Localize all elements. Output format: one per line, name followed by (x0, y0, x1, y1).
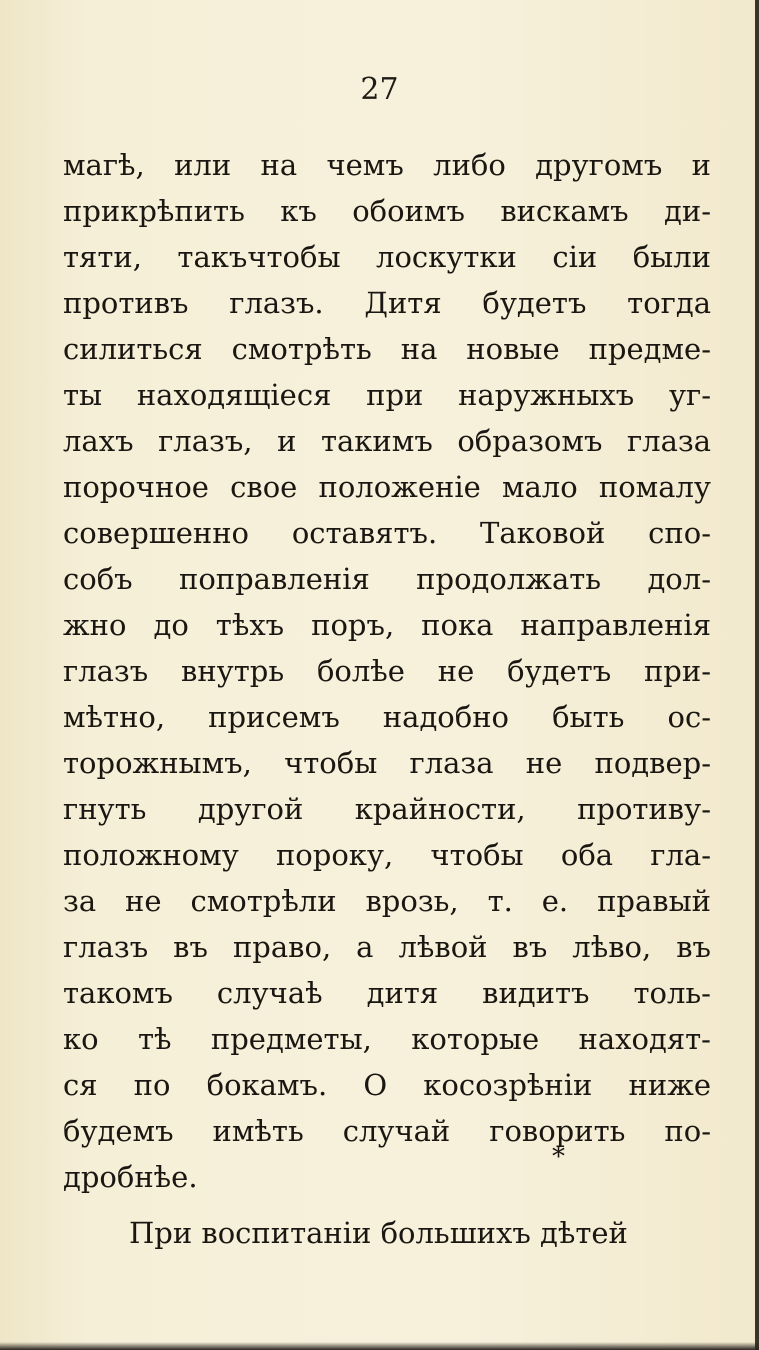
text-line: тяти, такъчтобы лоскутки сiи были (63, 240, 711, 274)
text-line: ты находящiеся при наружныхъ уг- (63, 378, 711, 412)
catchline-paragraph-start: При воспитанiи большихъ дѣтей (129, 1216, 628, 1250)
text-line: порочное свое положенiе мало помалу (63, 470, 711, 504)
text-line: ся по бокамъ. О косозрѣнiи ниже (63, 1068, 711, 1102)
page-edge (755, 0, 759, 1350)
text-line: ко тѣ предметы, которые находят- (63, 1022, 711, 1056)
text-line: за не смотрѣли врозь, т. е. правый (63, 884, 711, 918)
text-line: такомъ случаѣ дитя видитъ толь- (63, 976, 711, 1010)
text-line: жно до тѣхъ поръ, пока направленiя (63, 608, 711, 642)
text-line: будемъ имѣть случай говорить по- (63, 1114, 711, 1148)
text-line: глазъ въ право, а лѣвой въ лѣво, въ (63, 930, 711, 964)
page-number: 27 (360, 72, 399, 107)
text-line: дробнѣе. (63, 1160, 198, 1194)
text-line: совершенно оставятъ. Таковой спо- (63, 516, 711, 550)
text-line: торожнымъ, чтобы глаза не подвер- (63, 746, 711, 780)
text-line: положному пороку, чтобы оба гла- (63, 838, 711, 872)
page-bottom-edge (0, 1342, 759, 1350)
text-line: собъ поправленiя продолжать дол- (63, 562, 711, 596)
text-line: глазъ внутрь болѣе не будетъ при- (63, 654, 711, 688)
text-line: силиться смотрѣть на новые предме- (63, 332, 711, 366)
paragraph-gap (63, 1200, 711, 1210)
text-line: прикрѣпить къ обоимъ вискамъ ди- (63, 194, 711, 228)
signature-mark: * (552, 1142, 565, 1172)
text-line: лахъ глазъ, и такимъ образомъ глаза (63, 424, 711, 458)
text-line: магѣ, или на чемъ либо другомъ и (63, 148, 711, 182)
text-line: гнуть другой крайности, противу- (63, 792, 711, 826)
text-line: мѣтно, присемъ надобно быть ос- (63, 700, 711, 734)
body-text (63, 142, 711, 1256)
text-line: противъ глазъ. Дитя будетъ тогда (63, 286, 711, 320)
